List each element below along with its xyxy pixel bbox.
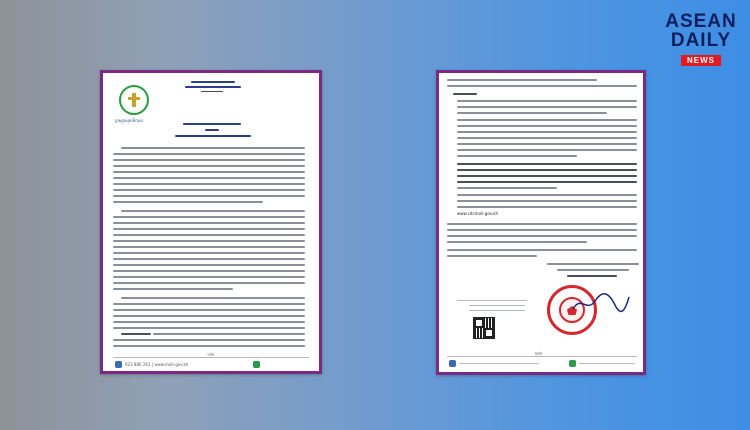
page-number: ២/២ [535,351,543,356]
signature-icon [571,291,631,315]
asean-daily-news-logo [660,0,742,70]
web-icon [569,360,576,367]
footer-contact: 023 880 261 | www.moh.gov.kh [125,362,189,367]
ministry-label: ក្រសួងសុខាភិបាល [115,118,143,123]
phone-icon [115,361,122,368]
logo-line-2: DAILY [670,30,732,51]
phone-icon [449,360,456,367]
page-number: ១/២ [207,352,215,357]
document-page-1 [100,70,322,374]
website-link[interactable]: www.cdcmoh.gov.kh [457,211,498,216]
web-icon [253,361,260,368]
logo-news-badge: NEWS [681,55,721,66]
qr-code-icon [473,317,495,339]
logo-line-1: ASEAN [665,11,737,32]
ministry-emblem-icon [119,85,149,115]
document-page-2 [436,70,646,375]
